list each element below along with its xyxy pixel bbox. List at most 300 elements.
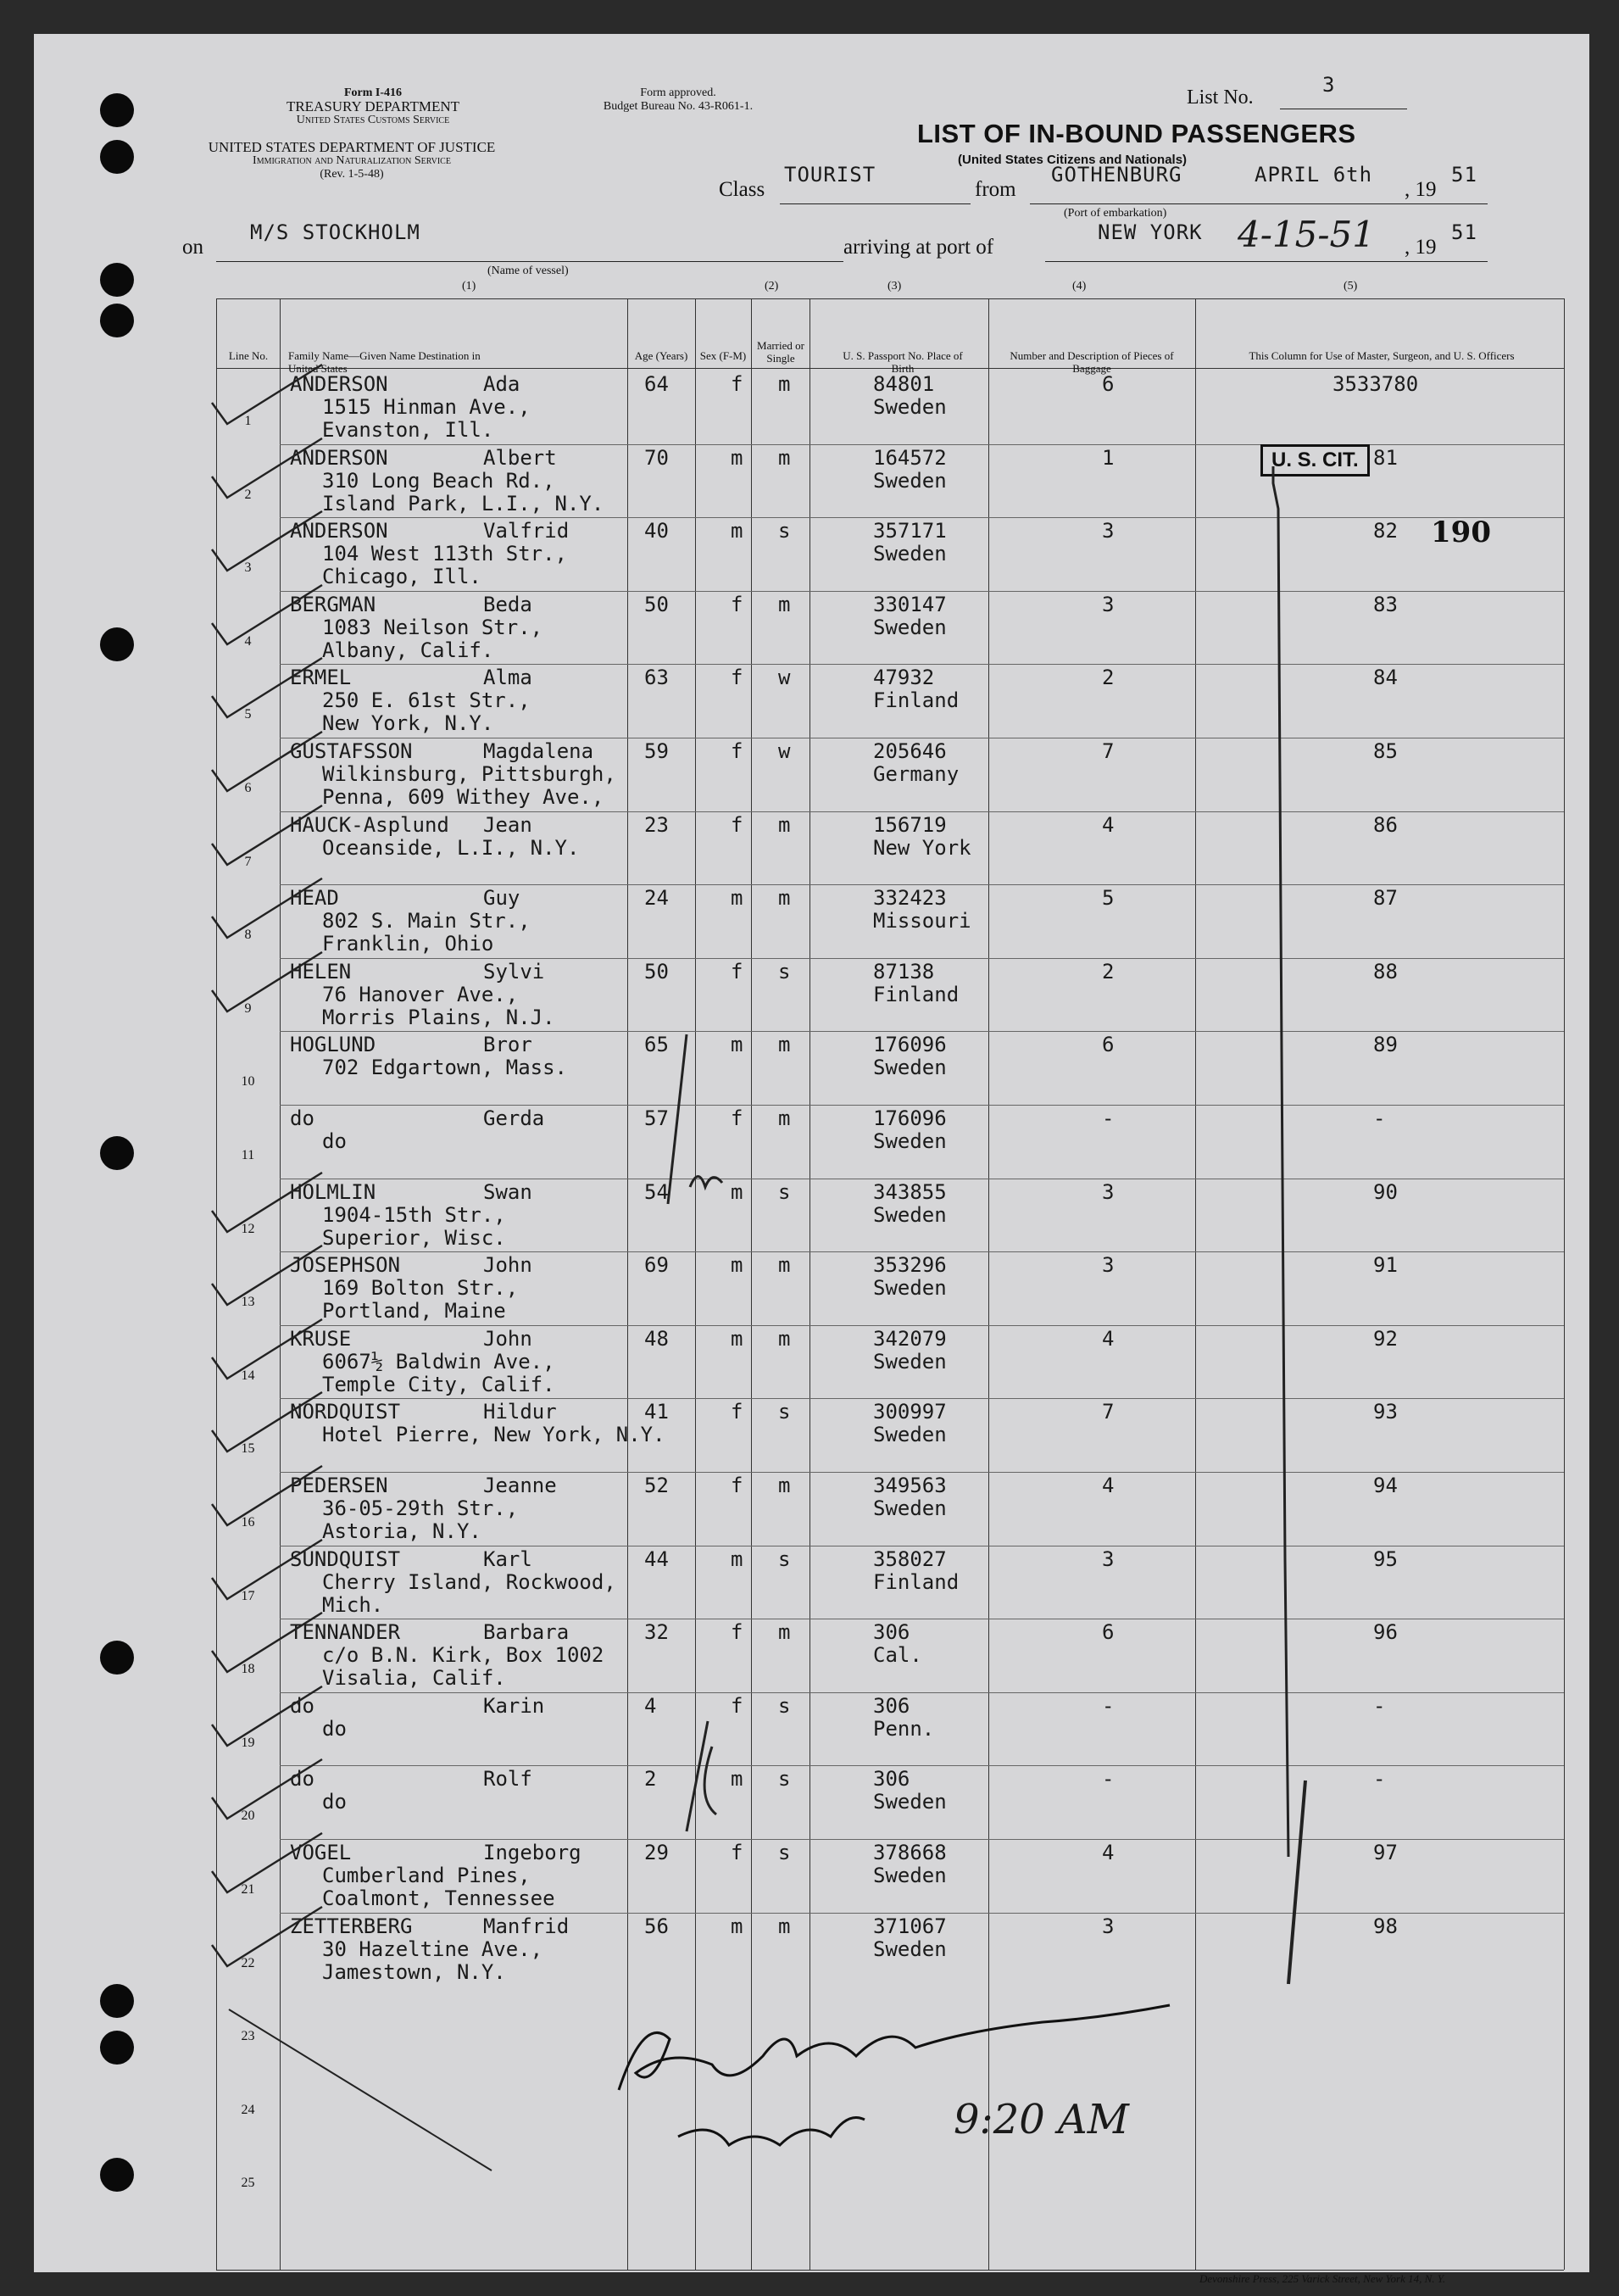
place-of-birth: Sweden: [873, 1423, 947, 1447]
officer-number: 85: [1373, 739, 1398, 763]
baggage-count: 4: [1102, 1841, 1115, 1864]
baggage-count: 6: [1102, 1620, 1115, 1645]
given-name: Sylvi: [483, 959, 545, 984]
baggage-count: 4: [1102, 1326, 1115, 1351]
sex: f: [731, 1693, 743, 1718]
address-line-1: Cumberland Pines,: [322, 1864, 531, 1887]
address-line-1: 30 Hazeltine Ave.,: [322, 1937, 543, 1961]
sex: m: [731, 1914, 743, 1938]
address-line-2: New York, N.Y.: [322, 711, 494, 736]
officer-number: -: [1373, 1767, 1386, 1792]
address-line-1: do: [322, 1129, 347, 1153]
sex: f: [731, 1400, 743, 1424]
passport-number: 87138: [873, 959, 935, 984]
age: 57: [644, 1106, 669, 1130]
address-line-2: Portland, Maine: [322, 1299, 506, 1324]
age: 63: [644, 666, 669, 690]
line-number: 23: [241, 2029, 255, 2044]
given-name: Alma: [483, 666, 532, 690]
header-passport: U. S. Passport No. Place of Birth: [843, 349, 963, 375]
sex: f: [731, 1620, 743, 1645]
sex: f: [731, 812, 743, 837]
binder-hole: [100, 140, 134, 174]
place-of-birth: Finland: [873, 982, 960, 1006]
sex: m: [731, 1326, 743, 1351]
given-name: John: [483, 1253, 532, 1278]
address-line-1: do: [322, 1716, 347, 1741]
marital-status: m: [778, 886, 791, 911]
form-number: Form I-416: [343, 86, 403, 99]
header-married: Married or Single: [757, 339, 804, 365]
officer-number: 98: [1373, 1914, 1398, 1938]
passport-number: 306: [873, 1693, 910, 1718]
address-line-1: 1083 Neilson Str.,: [322, 615, 543, 639]
year-prefix: , 19: [1405, 178, 1437, 201]
line-number: 4: [244, 633, 252, 649]
place-of-birth: Finland: [873, 688, 960, 713]
check-mark: [195, 1898, 331, 1975]
surname: HAUCK-Asplund: [290, 812, 449, 837]
marital-status: m: [778, 812, 791, 837]
surname: BERGMAN: [290, 592, 376, 616]
us-citizen-stamp: U. S. CIT.: [1260, 444, 1370, 476]
given-name: Rolf: [483, 1767, 532, 1792]
form-revision: (Rev. 1-5-48): [320, 168, 384, 181]
place-of-birth: Germany: [873, 762, 960, 786]
passport-number: 343855: [873, 1179, 947, 1204]
surname: SUNDQUIST: [290, 1546, 401, 1571]
address-line-1: 104 West 113th Str.,: [322, 542, 567, 566]
surname: HOLMLIN: [290, 1179, 376, 1204]
header-baggage: Number and Description of Pieces of Baggage: [1010, 349, 1174, 375]
marital-status: s: [778, 1693, 791, 1718]
line-number: 24: [241, 2102, 255, 2117]
marital-status: m: [778, 445, 791, 470]
given-name: Jeanne: [483, 1474, 557, 1497]
officer-number: 90: [1373, 1179, 1398, 1204]
document-subtitle: (United States Citizens and Nationals): [958, 153, 1188, 167]
address-line-1: 702 Edgartown, Mass.: [322, 1056, 567, 1080]
place-of-birth: Sweden: [873, 1202, 947, 1227]
address-line-1: 6067½ Baldwin Ave.,: [322, 1349, 555, 1374]
passport-number: 378668: [873, 1841, 947, 1864]
address-line-2: Temple City, Calif.: [322, 1372, 555, 1396]
check-mark: [195, 1457, 331, 1534]
arriving-label: arriving at port of: [843, 236, 994, 259]
header-line-no: Line No.: [228, 349, 269, 362]
baggage-count: 5: [1102, 886, 1115, 911]
baggage-count: 3: [1102, 519, 1115, 543]
form-approval: [551, 86, 805, 114]
check-mark: [195, 1164, 331, 1240]
year-arrival: 51: [1451, 220, 1477, 244]
year-prefix-2: , 19: [1405, 236, 1437, 259]
age: 48: [644, 1326, 669, 1351]
baggage-count: 3: [1102, 1179, 1115, 1204]
passport-number: 332423: [873, 886, 947, 911]
document-title: LIST OF IN-BOUND PASSENGERS: [917, 119, 1356, 148]
surname: do: [290, 1767, 314, 1792]
given-name: Ingeborg: [483, 1841, 581, 1864]
check-mark: [195, 1531, 331, 1608]
age: 40: [644, 519, 669, 543]
passport-number: 342079: [873, 1326, 947, 1351]
address-line-2: Visalia, Calif.: [322, 1666, 506, 1691]
col-num-2: (2): [765, 280, 779, 293]
binder-hole: [100, 93, 134, 127]
place-of-birth: Sweden: [873, 1056, 947, 1080]
age: 2: [644, 1767, 657, 1792]
passport-number: 306: [873, 1620, 910, 1645]
line-number: 17: [241, 1588, 255, 1603]
officer-number: 86: [1373, 812, 1398, 837]
sex: m: [731, 1179, 743, 1204]
age: 52: [644, 1474, 669, 1497]
line-number: 9: [244, 1000, 252, 1016]
surname: ANDERSON: [290, 372, 388, 396]
line-number: 10: [241, 1074, 255, 1089]
sex: f: [731, 592, 743, 616]
place-of-birth: Sweden: [873, 615, 947, 639]
address-line-2: Coalmont, Tennessee: [322, 1886, 555, 1910]
line-number: 21: [241, 1882, 255, 1897]
marital-status: s: [778, 1179, 791, 1204]
address-line-1: 250 E. 61st Str.,: [322, 688, 531, 713]
surname: HOGLUND: [290, 1033, 376, 1057]
dept-treasury: TREASURY DEPARTMENT: [286, 98, 460, 114]
marital-status: s: [778, 519, 791, 543]
address-line-2: Chicago, Ill.: [322, 565, 481, 589]
passport-number: 156719: [873, 812, 947, 837]
form-block-justice: [170, 141, 534, 181]
line-number: 16: [241, 1515, 255, 1530]
col-num-4: (4): [1072, 280, 1087, 293]
officer-number: 94: [1373, 1474, 1398, 1497]
passport-number: 357171: [873, 519, 947, 543]
sex: f: [731, 1474, 743, 1497]
vessel-note: (Name of vessel): [487, 265, 569, 277]
officer-number: 91: [1373, 1253, 1398, 1278]
binder-hole: [100, 2158, 134, 2192]
given-name: Hildur: [483, 1400, 557, 1424]
check-mark: [195, 1751, 331, 1827]
age: 69: [644, 1253, 669, 1278]
header-officers: This Column for Use of Master, Surgeon, and U. S. Officers: [1249, 349, 1515, 362]
baggage-count: -: [1102, 1767, 1115, 1792]
check-mark: [195, 1311, 331, 1387]
surname: VOGEL: [290, 1841, 352, 1864]
given-name: Karl: [483, 1546, 532, 1571]
col-num-1: (1): [462, 280, 476, 293]
officer-number: -: [1373, 1106, 1386, 1130]
port-of-embarkation: GOTHENBURG: [1051, 163, 1182, 187]
given-name: Gerda: [483, 1106, 545, 1130]
baggage-count: 4: [1102, 1474, 1115, 1497]
place-of-birth: Sweden: [873, 1496, 947, 1520]
marital-status: m: [778, 1033, 791, 1057]
age: 44: [644, 1546, 669, 1571]
sex: f: [731, 372, 743, 396]
baggage-count: 6: [1102, 1033, 1115, 1057]
address-line-1: Cherry Island, Rockwood,: [322, 1569, 616, 1594]
check-mark: [195, 356, 331, 432]
embarkation-date: APRIL 6th: [1255, 163, 1373, 187]
age: 41: [644, 1400, 669, 1424]
officer-number: 96: [1373, 1620, 1398, 1645]
check-mark: [195, 1384, 331, 1460]
place-of-birth: Sweden: [873, 1937, 947, 1961]
binder-hole: [100, 304, 134, 337]
passport-number: 47932: [873, 666, 935, 690]
handwritten-count: 190: [1431, 515, 1491, 549]
given-name: Bror: [483, 1033, 532, 1057]
address-line-1: 76 Hanover Ave.,: [322, 982, 519, 1006]
baggage-count: 1: [1102, 445, 1115, 470]
marital-status: m: [778, 1474, 791, 1497]
surname: ANDERSON: [290, 519, 388, 543]
baggage-count: 3: [1102, 1546, 1115, 1571]
marital-status: m: [778, 1914, 791, 1938]
check-mark: [195, 503, 331, 579]
marital-status: w: [778, 739, 791, 763]
address-line-2: Albany, Calif.: [322, 638, 494, 662]
on-label: on: [182, 236, 203, 259]
baggage-count: 6: [1102, 372, 1115, 396]
officer-number: 97: [1373, 1841, 1398, 1864]
place-of-birth: Sweden: [873, 1349, 947, 1374]
surname: PEDERSEN: [290, 1474, 388, 1497]
officer-number: 3533780: [1332, 372, 1419, 396]
vessel-name: M/S STOCKHOLM: [250, 220, 420, 244]
form-approved: Form approved.: [640, 86, 716, 99]
place-of-birth: Missouri: [873, 909, 971, 933]
from-label: from: [975, 178, 1016, 201]
sex: f: [731, 959, 743, 984]
check-mark: [195, 1604, 331, 1680]
given-name: Barbara: [483, 1620, 570, 1645]
marital-status: s: [778, 1546, 791, 1571]
given-name: Ada: [483, 372, 520, 396]
place-of-birth: New York: [873, 835, 971, 860]
given-name: Magdalena: [483, 739, 594, 763]
age: 24: [644, 886, 669, 911]
given-name: Karin: [483, 1693, 545, 1718]
marital-status: m: [778, 592, 791, 616]
age: 54: [644, 1179, 669, 1204]
year-embark: 51: [1451, 163, 1477, 187]
given-name: Manfrid: [483, 1914, 570, 1938]
address-line-2: Superior, Wisc.: [322, 1225, 506, 1250]
surname: TENNANDER: [290, 1620, 401, 1645]
baggage-count: 2: [1102, 959, 1115, 984]
form-block-treasury: [237, 86, 509, 127]
age: 64: [644, 372, 669, 396]
given-name: Guy: [483, 886, 520, 911]
address-line-2: Jamestown, N.Y.: [322, 1959, 506, 1984]
class-label: Class: [719, 178, 765, 201]
binder-hole: [100, 1984, 134, 2018]
manifest-page: [34, 34, 1589, 2285]
passport-number: 205646: [873, 739, 947, 763]
surname: JOSEPHSON: [290, 1253, 401, 1278]
baggage-count: 2: [1102, 666, 1115, 690]
age: 56: [644, 1914, 669, 1938]
sex: m: [731, 445, 743, 470]
officer-number: 92: [1373, 1326, 1398, 1351]
place-of-birth: Sweden: [873, 542, 947, 566]
age: 50: [644, 592, 669, 616]
address-line-1: do: [322, 1790, 347, 1814]
sex: f: [731, 1106, 743, 1130]
baggage-count: -: [1102, 1693, 1115, 1718]
header-name: Family Name—Given Name Destination in United States: [288, 349, 481, 375]
age: 50: [644, 959, 669, 984]
address-line-1: 36-05-29th Str.,: [322, 1496, 519, 1520]
budget-bureau: Budget Bureau No. 43-R061-1.: [603, 100, 754, 113]
passport-number: 371067: [873, 1914, 947, 1938]
surname: HELEN: [290, 959, 352, 984]
baggage-count: -: [1102, 1106, 1115, 1130]
marital-status: m: [778, 1106, 791, 1130]
place-of-birth: Sweden: [873, 1790, 947, 1814]
check-mark: [195, 1237, 331, 1313]
class-value: TOURIST: [784, 163, 876, 187]
age: 4: [644, 1693, 657, 1718]
passport-number: 358027: [873, 1546, 947, 1571]
address-line-1: 310 Long Beach Rd.,: [322, 468, 555, 493]
check-mark: [195, 723, 331, 800]
given-name: Beda: [483, 592, 532, 616]
baggage-count: 3: [1102, 1253, 1115, 1278]
marital-status: s: [778, 959, 791, 984]
baggage-count: 4: [1102, 812, 1115, 837]
line-number: 7: [244, 854, 252, 869]
arrival-date-handwritten: 4-15-51: [1238, 214, 1375, 255]
list-number: 3: [1322, 73, 1336, 97]
place-of-birth: Sweden: [873, 468, 947, 493]
officer-number: 84: [1373, 666, 1398, 690]
address-line-2: Penna, 609 Withey Ave.,: [322, 785, 604, 809]
line-number: 25: [241, 2176, 255, 2191]
surname: ZETTERBERG: [290, 1914, 413, 1938]
age: 32: [644, 1620, 669, 1645]
passport-number: 300997: [873, 1400, 947, 1424]
line-number: 13: [241, 1295, 255, 1310]
sex: m: [731, 1253, 743, 1278]
sex: f: [731, 739, 743, 763]
check-mark: [195, 944, 331, 1020]
place-of-birth: Sweden: [873, 1276, 947, 1301]
baggage-count: 7: [1102, 1400, 1115, 1424]
dept-justice: UNITED STATES DEPARTMENT OF JUSTICE: [208, 139, 496, 155]
age: 59: [644, 739, 669, 763]
embarkation-note: (Port of embarkation): [1064, 207, 1167, 220]
line-number: 3: [244, 560, 252, 576]
check-mark: [195, 649, 331, 726]
place-of-birth: Cal.: [873, 1643, 922, 1668]
line-number: 2: [244, 487, 252, 502]
check-mark: [195, 797, 331, 873]
passport-number: 84801: [873, 372, 935, 396]
sex: f: [731, 1841, 743, 1864]
check-mark: [195, 1678, 331, 1754]
officer-number: 93: [1373, 1400, 1398, 1424]
age: 23: [644, 812, 669, 837]
inspection-time: 9:20 AM: [954, 2096, 1129, 2143]
header-age: Age (Years): [634, 349, 688, 362]
place-of-birth: Sweden: [873, 395, 947, 419]
marital-status: s: [778, 1841, 791, 1864]
officer-number: 81: [1373, 445, 1398, 470]
marital-status: m: [778, 1620, 791, 1645]
binder-hole: [100, 2031, 134, 2065]
check-mark: [195, 430, 331, 506]
age: 65: [644, 1033, 669, 1057]
marital-status: w: [778, 666, 791, 690]
table-row: [34, 1034, 1589, 1106]
check-mark: [195, 1825, 331, 1901]
surname: GUSTAFSSON: [290, 739, 413, 763]
marital-status: s: [778, 1767, 791, 1792]
dept-treasury-sub: United States Customs Service: [296, 114, 450, 126]
sex: m: [731, 519, 743, 543]
line-number: 8: [244, 928, 252, 943]
line-number: 18: [241, 1662, 255, 1677]
address-line-1: Oceanside, L.I., N.Y.: [322, 835, 580, 860]
line-number: 20: [241, 1808, 255, 1824]
address-line-2: Franklin, Ohio: [322, 932, 494, 956]
line-number: 5: [244, 707, 252, 722]
sex: m: [731, 886, 743, 911]
address-line-2: Morris Plains, N.J.: [322, 1005, 555, 1029]
marital-status: m: [778, 1326, 791, 1351]
given-name: Swan: [483, 1179, 532, 1204]
address-line-2: Evanston, Ill.: [322, 418, 494, 442]
marital-status: m: [778, 1253, 791, 1278]
sex: f: [731, 666, 743, 690]
baggage-count: 7: [1102, 739, 1115, 763]
line-number: 1: [244, 414, 252, 428]
passport-number: 330147: [873, 592, 947, 616]
surname: ANDERSON: [290, 445, 388, 470]
address-line-1: Hotel Pierre, New York, N.Y.: [322, 1423, 665, 1447]
given-name: John: [483, 1326, 532, 1351]
list-label: List No.: [1187, 86, 1254, 109]
passport-number: 353296: [873, 1253, 947, 1278]
surname: KRUSE: [290, 1326, 352, 1351]
officer-number: 87: [1373, 886, 1398, 911]
line-number: 22: [241, 1955, 255, 1970]
baggage-count: 3: [1102, 592, 1115, 616]
officer-number: 83: [1373, 592, 1398, 616]
address-line-2: Mich.: [322, 1592, 384, 1617]
line-number: 19: [241, 1735, 255, 1750]
printer-imprint: Devonshire Press, 225 Varick Street, New York 14, N. Y.: [1199, 2272, 1446, 2285]
sex: m: [731, 1767, 743, 1792]
header-sex: Sex (F-M): [699, 349, 747, 362]
officer-number: 88: [1373, 959, 1398, 984]
line-number: 14: [241, 1368, 255, 1383]
baggage-count: 3: [1102, 1914, 1115, 1938]
officer-number: 95: [1373, 1546, 1398, 1571]
address-line-1: 1515 Hinman Ave.,: [322, 395, 531, 419]
surname: do: [290, 1693, 314, 1718]
dept-justice-sub: Immigration and Naturalization Service: [253, 154, 451, 167]
passport-number: 164572: [873, 445, 947, 470]
passport-number: 176096: [873, 1033, 947, 1057]
check-mark: [195, 577, 331, 653]
surname: do: [290, 1106, 314, 1130]
